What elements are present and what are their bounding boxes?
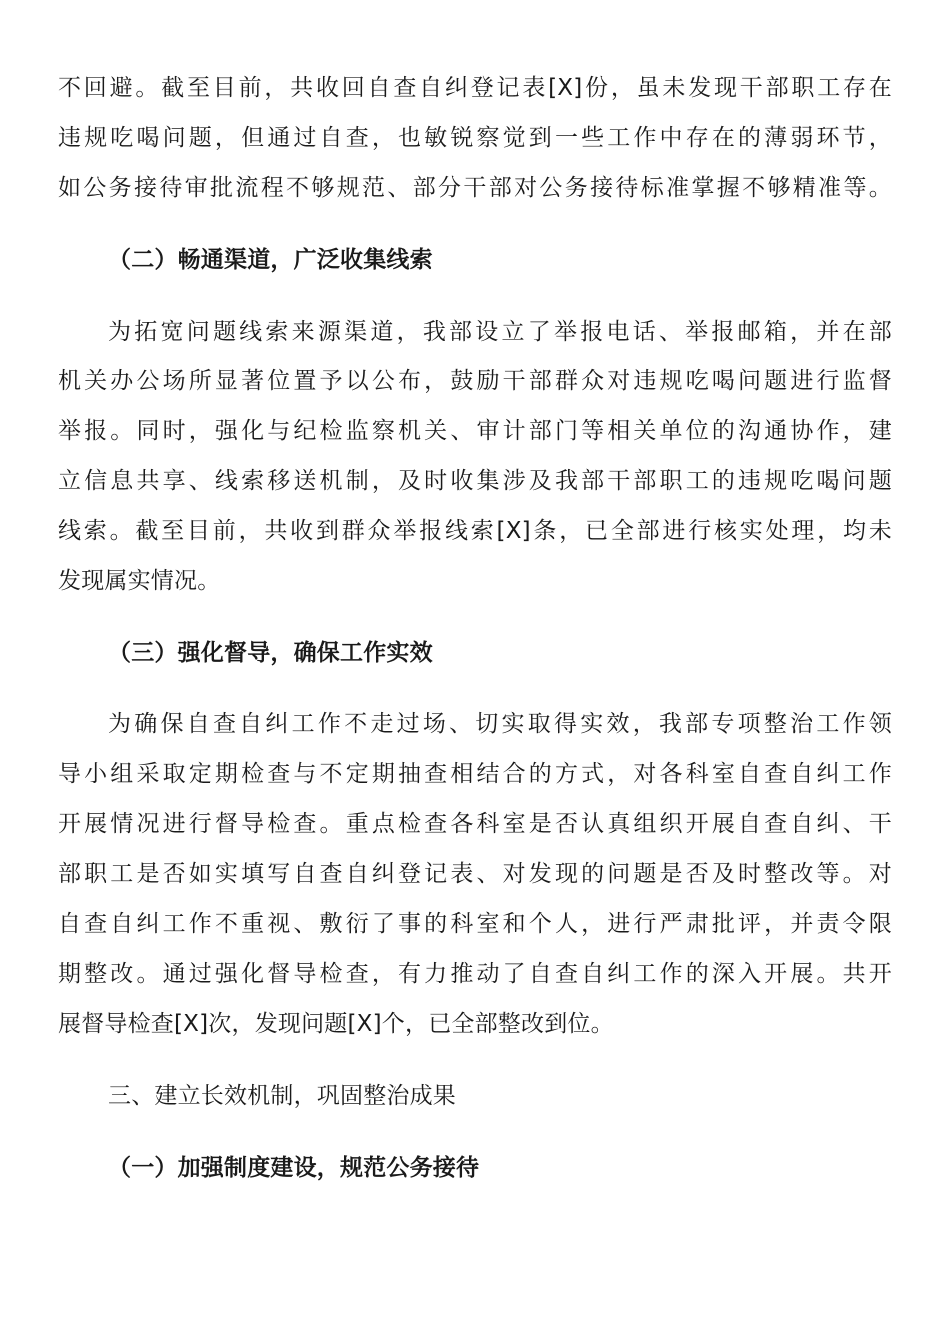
paragraph-line: 发现属实情况。: [58, 568, 221, 594]
paragraph-line: 机关办公场所显著位置予以公布，鼓励干部群众对违规吃喝问题进行监督: [58, 368, 892, 394]
subsection-heading: （一）加强制度建设，规范公务接待: [108, 1155, 480, 1181]
paragraph-line: 部职工是否如实填写自查自纠登记表、对发现的问题是否及时整改等。对: [58, 861, 892, 887]
paragraph-line: 为确保自查自纠工作不走过场、切实取得实效，我部专项整治工作领: [108, 711, 892, 737]
subsection-heading: （三）强化督导，确保工作实效: [108, 640, 433, 666]
paragraph-line: 展督导检查[X]次，发现问题[X]个，已全部整改到位。: [58, 1011, 614, 1037]
paragraph-line: 期整改。通过强化督导检查，有力推动了自查自纠工作的深入开展。共开: [58, 961, 892, 987]
paragraph-line: 开展情况进行督导检查。重点检查各科室是否认真组织开展自查自纠、干: [58, 811, 892, 837]
paragraph-line: 如公务接待审批流程不够规范、部分干部对公务接待标准掌握不够精准等。: [58, 175, 892, 201]
paragraph-line: 自查自纠工作不重视、敷衍了事的科室和个人，进行严肃批评，并责令限: [58, 911, 892, 937]
paragraph-line: 导小组采取定期检查与不定期抽查相结合的方式，对各科室自查自纠工作: [58, 761, 892, 787]
paragraph-line: 不回避。截至目前，共收回自查自纠登记表[X]份，虽未发现干部职工存在: [58, 75, 892, 101]
subsection-heading: （二）畅通渠道，广泛收集线索: [108, 247, 433, 273]
paragraph-line: 立信息共享、线索移送机制，及时收集涉及我部干部职工的违规吃喝问题: [58, 468, 892, 494]
paragraph-line: 为拓宽问题线索来源渠道，我部设立了举报电话、举报邮箱，并在部: [108, 319, 892, 345]
section-title: 三、建立长效机制，巩固整治成果: [108, 1083, 456, 1109]
paragraph-line: 线索。截至目前，共收到群众举报线索[X]条，已全部进行核实处理，均未: [58, 518, 892, 544]
paragraph-line: 举报。同时，强化与纪检监察机关、审计部门等相关单位的沟通协作，建: [58, 418, 892, 444]
paragraph-line: 违规吃喝问题，但通过自查，也敏锐察觉到一些工作中存在的薄弱环节，: [58, 125, 892, 151]
